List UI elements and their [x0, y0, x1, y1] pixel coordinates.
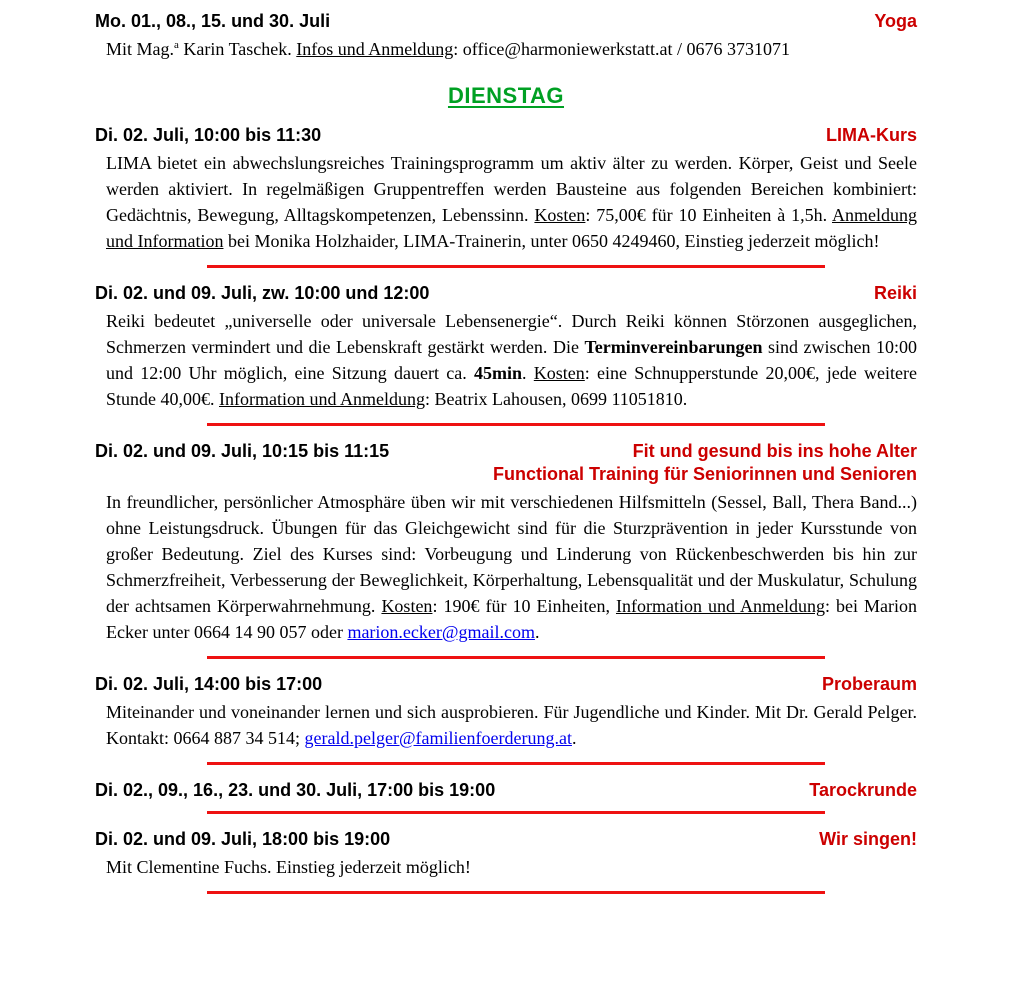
event-header [95, 779, 917, 802]
event-title [874, 282, 917, 305]
section-divider [207, 811, 825, 814]
event-title-line: Functional Training für Seniorinnen und Senioren [492, 464, 917, 484]
body-text: : Beatrix Lahousen, 0699 11051810. [425, 389, 688, 409]
event-yoga [95, 10, 917, 62]
event-description [106, 36, 917, 62]
event-title-line: Proberaum [821, 674, 917, 694]
body-text: Karin Taschek. [178, 39, 297, 59]
email-link-marion-ecker[interactable]: marion.ecker@gmail.com [347, 622, 535, 642]
body-text: Reiki bedeutet „universelle oder universale Lebensenergie“. Durch Reiki können Störzonen ausgeglichen, Schmerzen vermindert und die Lebenskraft gestärkt werden. Die [106, 311, 917, 357]
event-description [106, 308, 917, 412]
body-text: : bei Marion Ecker unter 0664 14 90 057 oder [106, 596, 917, 642]
body-text: . [522, 363, 534, 383]
event-dates: Mo. 01., 08., 15. und 30. Juli [95, 11, 331, 31]
info-anmeldung-label: Infos und Anmeldung [296, 39, 454, 59]
event-description [106, 489, 917, 645]
event-title [826, 124, 917, 147]
event-fit-und-gesund [95, 440, 917, 659]
event-dates: Di. 02. Juli, 10:00 bis 11:30 [95, 125, 322, 145]
email-link-gerald-pelger[interactable]: gerald.pelger@familienfoerderung.at [304, 728, 572, 748]
event-title [874, 10, 917, 33]
event-header [95, 282, 917, 305]
body-text: : 190€ für 10 Einheiten, [432, 596, 616, 616]
bold-text: 45min [474, 363, 523, 383]
event-dates: Di. 02. und 09. Juli, zw. 10:00 und 12:00 [95, 283, 430, 303]
body-text: : eine Schnupperstunde 20,00€, jede weitere Stunde 40,00€. [106, 363, 918, 409]
body-text: . [571, 728, 577, 748]
kosten-label: Kosten [534, 205, 586, 225]
event-tarockrunde [95, 779, 917, 814]
event-title [493, 440, 917, 486]
information-anmeldung-label: Information und Anmeldung [219, 389, 425, 409]
body-text: LIMA bietet ein abwechslungsreiches Trainingsprogramm um aktiv älter zu werden. Körper, Geist und Seele werden aktiviert. In regelmäßigen Gruppentreffen werden Bausteine aus folgenden Bereichen kombiniert: Gedächtnis, Bewegung, Alltagskompetenzen, Lebenssinn. [106, 153, 917, 225]
day-heading: DIENSTAG [447, 83, 565, 108]
section-divider [207, 656, 825, 659]
body-text: : 75,00€ für 10 Einheiten à 1,5h. [585, 205, 832, 225]
body-text: Miteinander und voneinander lernen und sich ausprobieren. Für Jugendliche und Kinder. Mit Dr. Gerald Pelger. Kontakt: 0664 887 34 514; [106, 702, 917, 748]
event-lima-kurs [95, 124, 917, 268]
body-text: In freundlicher, persönlicher Atmosphäre üben wir mit verschiedenen Hilfsmitteln (Sessel, Ball, Thera Band...) ohne Leistungsdruck. Übungen für das Gleichgewicht sind für die Sturzprävention in jeder Kursstunde von großer Bedeutung. Ziel des Kurses sind: Vorbeugung und Linderung von Rückenbeschwerden bis hin zur Schmerzfreiheit, Verbesserung der Beweglichkeit, Körperhaltung, Lebensqualität und der Muskulatur, Schulung der achtsamen Körperwahrnehmung. [106, 492, 917, 616]
section-divider [207, 265, 825, 268]
body-text: Mit Mag. [106, 39, 175, 59]
event-wir-singen [95, 828, 917, 894]
event-description [106, 854, 917, 880]
event-dates: Di. 02. und 09. Juli, 18:00 bis 19:00 [95, 829, 391, 849]
event-dates: Di. 02. und 09. Juli, 10:15 bis 11:15 [95, 441, 390, 461]
section-divider [207, 762, 825, 765]
event-proberaum [95, 673, 917, 765]
body-text: : office@harmoniewerkstatt.at / 0676 3731071 [453, 39, 790, 59]
information-anmeldung-label: Information und Anmeldung [615, 596, 825, 616]
event-title [822, 673, 917, 696]
event-title [809, 779, 917, 802]
event-header [95, 828, 917, 851]
kosten-label: Kosten [381, 596, 433, 616]
event-description [106, 699, 917, 751]
event-title-line: Fit und gesund bis ins hohe Alter [632, 441, 917, 461]
event-description [106, 150, 917, 254]
section-divider [207, 423, 825, 426]
event-dates: Di. 02., 09., 16., 23. und 30. Juli, 17:00 bis 19:00 [95, 780, 496, 800]
body-text: bei Monika Holzhaider, LIMA-Trainerin, unter 0650 4249460, Einstieg jederzeit möglich! [223, 231, 880, 251]
section-divider [207, 891, 825, 894]
kosten-label: Kosten [533, 363, 585, 383]
event-title-line: LIMA-Kurs [826, 125, 917, 145]
superscript-a: a [174, 39, 179, 51]
bold-text: Terminvereinbarungen [584, 337, 763, 357]
body-text: sind zwischen 10:00 und 12:00 Uhr möglich, eine Sitzung dauert ca. [106, 337, 917, 383]
body-text: Mit Clementine Fuchs. Einstieg jederzeit möglich! [106, 857, 471, 877]
event-header [95, 440, 917, 486]
anmeldung-information-label: Anmeldung und Information [106, 205, 917, 251]
event-title-line: Tarockrunde [809, 780, 917, 800]
event-title [819, 828, 917, 851]
event-header [95, 10, 917, 33]
event-reiki [95, 282, 917, 426]
event-title-line: Wir singen! [819, 829, 917, 849]
event-title-line: Yoga [874, 11, 917, 31]
event-header [95, 673, 917, 696]
body-text: . [534, 622, 540, 642]
event-dates: Di. 02. Juli, 14:00 bis 17:00 [95, 674, 323, 694]
event-title-line: Reiki [873, 283, 917, 303]
event-header [95, 124, 917, 147]
